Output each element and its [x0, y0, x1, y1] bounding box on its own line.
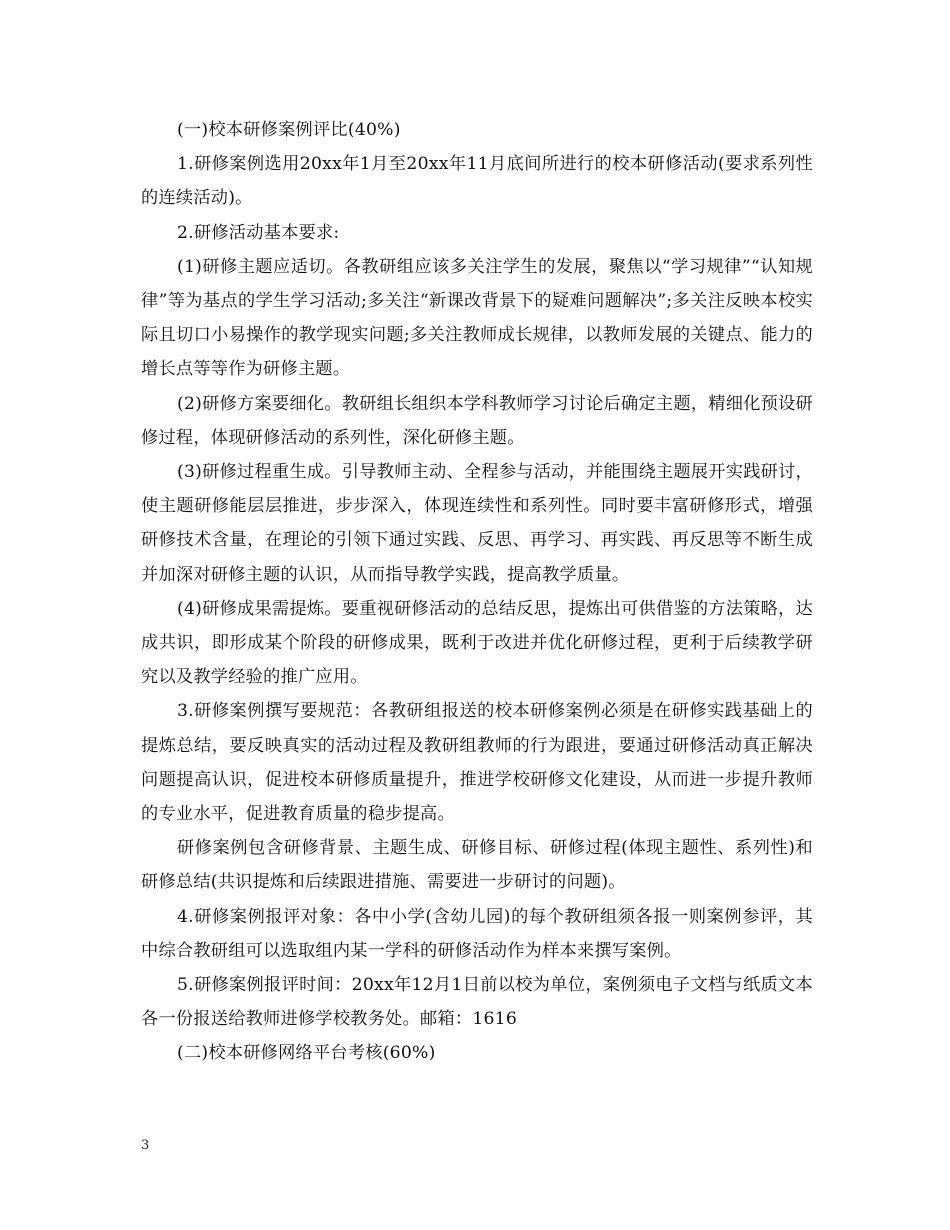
paragraph-requirement-3: (3)研修过程重生成。引导教师主动、全程参与活动，并能围绕主题展开实践研讨，使主题研修能层层推进，步步深入，体现连续性和系列性。同时要丰富研修形式，增强研修技术含量，在理论的引领下通过实践、反思、再学习、再实践、再反思等不断生成并加深对研修主题的认识，从而指导教学实践，提高教学质量。 [141, 462, 813, 585]
paragraph-requirement-4: (4)研修成果需提炼。要重视研修活动的总结反思，提炼出可供借鉴的方法策略，达成共识，即形成某个阶段的研修成果，既利于改进并优化研修过程，更利于后续教学研究以及教学经验的推广应用。 [141, 598, 813, 688]
paragraph-case-selection: 1.研修案例选用20xx年1月至20xx年11月底间所进行的校本研修活动(要求系列性的连续活动)。 [141, 154, 813, 209]
section-heading-network-platform: (二)校本研修网络平台考核(60%) [177, 1043, 436, 1064]
paragraph-basic-requirements: 2.研修活动基本要求: [177, 222, 340, 243]
section-heading-case-evaluation: (一)校本研修案例评比(40%) [177, 120, 401, 140]
paragraph-submission-time: 5.研修案例报评时间：20xx年12月1日前以校为单位，案例须电子文档与纸质文本各一份报送给教师进修学校教务处。邮箱：1616 [141, 975, 813, 1030]
page-number: 3 [141, 1138, 150, 1153]
paragraph-evaluation-targets: 4.研修案例报评对象：各中小学(含幼儿园)的每个教研组须各报一则案例参评，其中综合教研组可以选取组内某一学科的研修活动作为样本来撰写案例。 [141, 906, 813, 961]
paragraph-requirement-1: (1)研修主题应适切。各教研组应该多关注学生的发展，聚焦以“学习规律”“认知规律”等为基点的学生学习活动;多关注“新课改背景下的疑难问题解决”;多关注反映本校实际且切口小易操作的教学现实问题;多关注教师成长规律，以教师发展的关键点、能力的增长点等等作为研修主题。 [141, 256, 813, 380]
paragraph-requirement-2: (2)研修方案要细化。教研组长组织本学科教师学习讨论后确定主题，精细化预设研修过程，体现研修活动的系列性，深化研修主题。 [141, 393, 813, 448]
document-body [141, 113, 813, 1071]
paragraph-writing-standards: 3.研修案例撰写要规范：各教研组报送的校本研修案例必须是在研修实践基础上的提炼总结，要反映真实的活动过程及教研组教师的行为跟进，要通过研修活动真正解决问题提高认识，促进校本研修质量提升，推进学校研修文化建设，从而进一步提升教师的专业水平，促进教育质量的稳步提高。 [141, 701, 813, 825]
paragraph-case-contents: 研修案例包含研修背景、主题生成、研修目标、研修过程(体现主题性、系列性)和研修总结(共识提炼和后续跟进措施、需要进一步研讨的问题)。 [141, 838, 813, 893]
